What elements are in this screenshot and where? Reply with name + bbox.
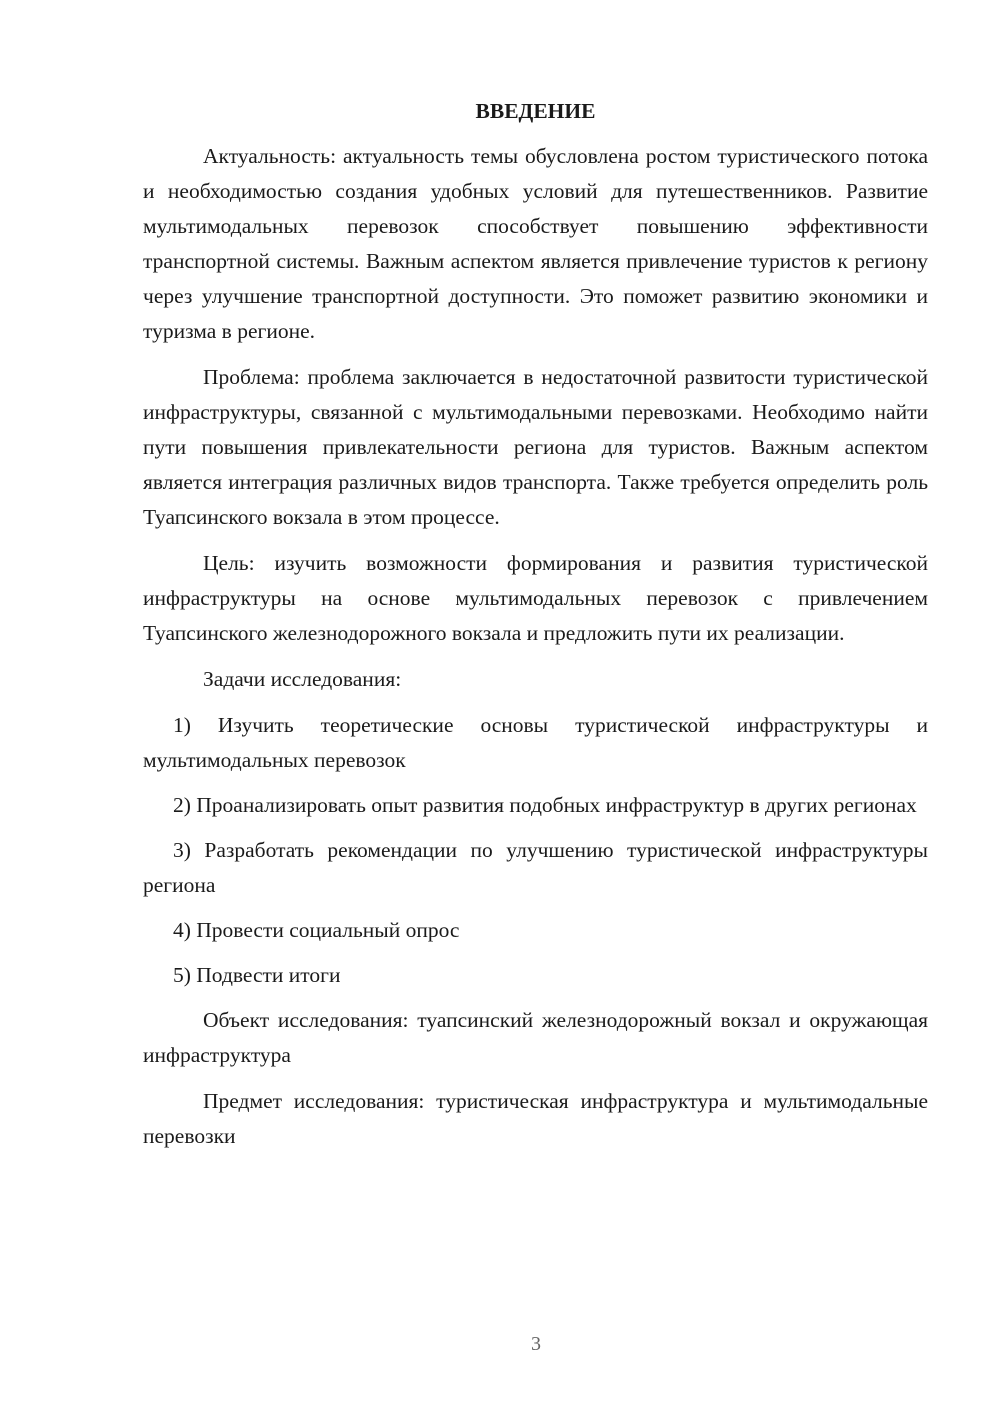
task-item: 3) Разработать рекомендации по улучшению туристической инфраструктуры региона — [143, 838, 928, 897]
goal-paragraph: Цель: изучить возможности формирования и развития туристической инфраструктуры на основе мультимодальных перевозок с привлечением Туапсинского железнодорожного вокзала и предложить пути их реализации. — [143, 551, 928, 645]
document-body — [143, 94, 928, 1165]
section-title: ВВЕДЕНИЕ — [475, 99, 596, 123]
object-paragraph: Объект исследования: туапсинский железнодорожный вокзал и окружающая инфраструктура — [143, 1008, 928, 1067]
task-item: 1) Изучить теоретические основы туристической инфраструктуры и мультимодальных перевозок — [143, 713, 928, 772]
task-item: 5) Подвести итоги — [173, 963, 341, 987]
page-number: 3 — [531, 1333, 541, 1355]
problem-paragraph: Проблема: проблема заключается в недостаточной развитости туристической инфраструктуры, связанной с мультимодальными перевозками. Необходимо найти пути повышения привлекательности региона для туристов. Важным аспектом является интеграция различных видов транспорта. Также требуется определить роль Туапсинского вокзала в этом процессе. — [143, 365, 928, 529]
subject-paragraph: Предмет исследования: туристическая инфраструктура и мультимодальные перевозки — [143, 1089, 928, 1148]
tasks-heading: Задачи исследования: — [203, 667, 402, 691]
task-item: 4) Провести социальный опрос — [173, 918, 460, 942]
task-item: 2) Проанализировать опыт развития подобных инфраструктур в других регионах — [173, 793, 917, 817]
tasks-list — [143, 708, 928, 993]
relevance-paragraph: Актуальность: актуальность темы обусловлена ростом туристического потока и необходимостью создания удобных условий для путешественников. Развитие мультимодальных перевозок способствует повышению эффективности транспортной системы. Важным аспектом является привлечение туристов к региону через улучшение транспортной доступности. Это поможет развитию экономики и туризма в регионе. — [143, 144, 928, 343]
